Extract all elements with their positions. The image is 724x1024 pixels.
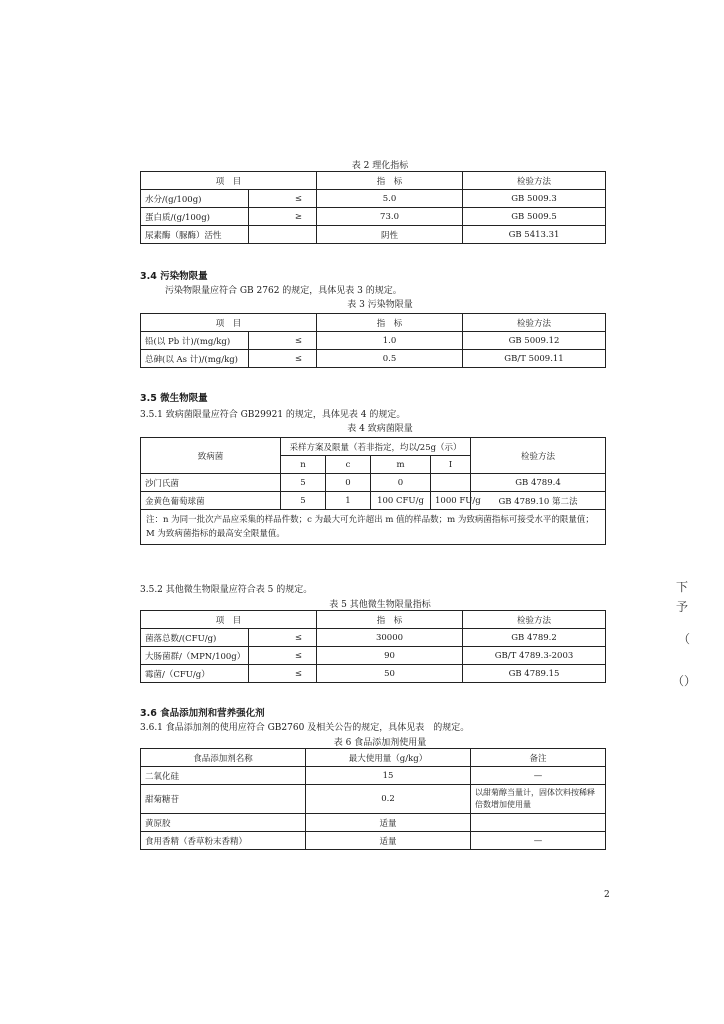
row-item: 大肠菌群/（MPN/100g） xyxy=(141,647,249,665)
row-c: 1 xyxy=(326,492,371,510)
table-row xyxy=(141,226,606,244)
row-method: GB 4789.10 第二法 xyxy=(471,492,606,510)
table5-caption: 表 5 其他微生物限量指标 xyxy=(329,600,431,610)
row-additive-name: 二氧化硅 xyxy=(141,767,306,785)
table3-header-value: 指 标 xyxy=(317,314,463,332)
table6 xyxy=(140,748,606,850)
row-n: 5 xyxy=(281,492,326,510)
table5-header-method: 检验方法 xyxy=(463,611,606,629)
table4-sub-n: n xyxy=(281,456,326,474)
table4-sub-M: I xyxy=(431,456,471,474)
table3-header-method: 检验方法 xyxy=(463,314,606,332)
row-item: 总砷(以 As 计)/(mg/kg) xyxy=(141,350,249,368)
row-method: GB 4789.2 xyxy=(463,629,606,647)
row-max-usage: 适量 xyxy=(306,814,471,832)
row-symbol: ≤ xyxy=(249,647,317,665)
row-M xyxy=(431,474,471,492)
row-max-usage: 适量 xyxy=(306,832,471,850)
row-method: GB 4789.4 xyxy=(471,474,606,492)
row-item: 菌落总数/(CFU/g) xyxy=(141,629,249,647)
row-symbol xyxy=(249,226,317,244)
row-bacteria: 沙门氏菌 xyxy=(141,474,281,492)
row-method: GB/T 5009.11 xyxy=(463,350,606,368)
row-method: GB 5009.12 xyxy=(463,332,606,350)
table-row xyxy=(141,332,606,350)
row-symbol: ≤ xyxy=(249,332,317,350)
table5-header-item: 项 目 xyxy=(141,611,317,629)
row-additive-name: 甜菊糖苷 xyxy=(141,785,306,814)
section-3-4-title: 3.4 污染物限量 xyxy=(140,271,208,282)
row-item: 蛋白质/(g/100g) xyxy=(141,208,249,226)
table-row xyxy=(141,474,606,492)
row-c: 0 xyxy=(326,474,371,492)
table4-header-bacteria: 致病菌 xyxy=(141,438,281,474)
row-note: — xyxy=(471,767,606,785)
row-method: GB 5009.3 xyxy=(463,190,606,208)
table2 xyxy=(140,171,606,244)
row-method: GB 5009.5 xyxy=(463,208,606,226)
section-3-5-1-text: 3.5.1 致病菌限量应符合 GB29921 的规定，具体见表 4 的规定。 xyxy=(140,410,406,420)
table4-header-sampling-plan: 采样方案及限量（若非指定，均以/25g（示） xyxy=(281,438,471,456)
table3-header-item: 项 目 xyxy=(141,314,317,332)
row-note xyxy=(471,814,606,832)
row-additive-name: 食用香精（香草粉末香精） xyxy=(141,832,306,850)
table6-caption: 表 6 食品添加剂使用量 xyxy=(333,738,427,748)
row-value: 5.0 xyxy=(317,190,463,208)
table4-note-row xyxy=(141,510,606,545)
table-row xyxy=(141,665,606,683)
table5-header-row xyxy=(141,611,606,629)
row-item: 尿素酶（脲酶）活性 xyxy=(141,226,249,244)
table2-header-item: 项 目 xyxy=(141,172,317,190)
table-row xyxy=(141,832,606,850)
table-row xyxy=(141,208,606,226)
margin-mark: （ xyxy=(678,632,691,646)
table4-header-row xyxy=(141,438,606,456)
table-row xyxy=(141,767,606,785)
table2-caption: 表 2 理化指标 xyxy=(351,161,409,171)
row-value: 50 xyxy=(317,665,463,683)
row-value: 阴性 xyxy=(317,226,463,244)
row-symbol: ≥ xyxy=(249,208,317,226)
table3-caption: 表 3 污染物限量 xyxy=(347,300,413,310)
row-item: 铅(以 Pb 计)/(mg/kg) xyxy=(141,332,249,350)
table2-header-method: 检验方法 xyxy=(463,172,606,190)
row-max-usage: 15 xyxy=(306,767,471,785)
row-max-usage: 0.2 xyxy=(306,785,471,814)
margin-mark: 下 xyxy=(676,580,689,594)
table-row xyxy=(141,492,606,510)
row-symbol: ≤ xyxy=(249,629,317,647)
row-note: — xyxy=(471,832,606,850)
row-M: 1000 FU/g xyxy=(431,492,471,510)
row-item: 霉菌/（CFU/g） xyxy=(141,665,249,683)
row-value: 90 xyxy=(317,647,463,665)
table4 xyxy=(140,437,606,545)
table-row xyxy=(141,785,606,814)
margin-mark: 予 xyxy=(676,600,689,614)
table6-header-name: 食品添加剂名称 xyxy=(141,749,306,767)
table3 xyxy=(140,313,606,368)
table4-note: 注：n 为同一批次产品应采集的样品件数；c 为最大可允许超出 m 值的样品数；m 为致病菌指标可接受水平的限量值；M 为致病菌指标的最高安全限量值。 xyxy=(141,510,606,545)
table5 xyxy=(140,610,606,683)
row-additive-name: 黄原胶 xyxy=(141,814,306,832)
row-bacteria: 金黄色葡萄球菌 xyxy=(141,492,281,510)
row-value: 1.0 xyxy=(317,332,463,350)
section-3-5-title: 3.5 微生物限量 xyxy=(140,393,208,404)
table-row xyxy=(141,647,606,665)
row-note: 以甜菊醇当量计，固体饮料按稀释倍数增加使用量 xyxy=(471,785,606,814)
row-symbol: ≤ xyxy=(249,350,317,368)
table4-sub-m: m xyxy=(371,456,431,474)
margin-mark: （） xyxy=(672,674,697,688)
table6-header-row xyxy=(141,749,606,767)
row-method: GB 5413.31 xyxy=(463,226,606,244)
row-value: 30000 xyxy=(317,629,463,647)
table2-header-value: 指 标 xyxy=(317,172,463,190)
table4-caption: 表 4 致病菌限量 xyxy=(347,424,413,434)
table3-header-row xyxy=(141,314,606,332)
row-value: 73.0 xyxy=(317,208,463,226)
table-row xyxy=(141,350,606,368)
row-m: 0 xyxy=(371,474,431,492)
row-symbol: ≤ xyxy=(249,190,317,208)
row-method: GB 4789.15 xyxy=(463,665,606,683)
table6-header-note: 备注 xyxy=(471,749,606,767)
table6-header-max: 最大使用量（g/kg） xyxy=(306,749,471,767)
row-item: 水分/(g/100g) xyxy=(141,190,249,208)
section-3-4-text: 污染物限量应符合 GB 2762 的规定，具体见表 3 的规定。 xyxy=(165,286,402,296)
table-row xyxy=(141,190,606,208)
row-value: 0.5 xyxy=(317,350,463,368)
row-n: 5 xyxy=(281,474,326,492)
section-3-6-1-text: 3.6.1 食品添加剂的使用应符合 GB2760 及相关公告的规定，具体见表 的规定。 xyxy=(140,723,470,733)
table-row xyxy=(141,629,606,647)
row-m: 100 CFU/g xyxy=(371,492,431,510)
table2-header-row xyxy=(141,172,606,190)
row-method: GB/T 4789.3-2003 xyxy=(463,647,606,665)
table4-sub-c: c xyxy=(326,456,371,474)
table4-header-method: 检验方法 xyxy=(471,438,606,474)
page-number: 2 xyxy=(604,890,610,900)
table5-header-value: 指 标 xyxy=(317,611,463,629)
section-3-5-2-text: 3.5.2 其他微生物限量应符合表 5 的规定。 xyxy=(140,585,313,595)
section-3-6-title: 3.6 食品添加剂和营养强化剂 xyxy=(140,708,265,719)
row-symbol: ≤ xyxy=(249,665,317,683)
table-row xyxy=(141,814,606,832)
